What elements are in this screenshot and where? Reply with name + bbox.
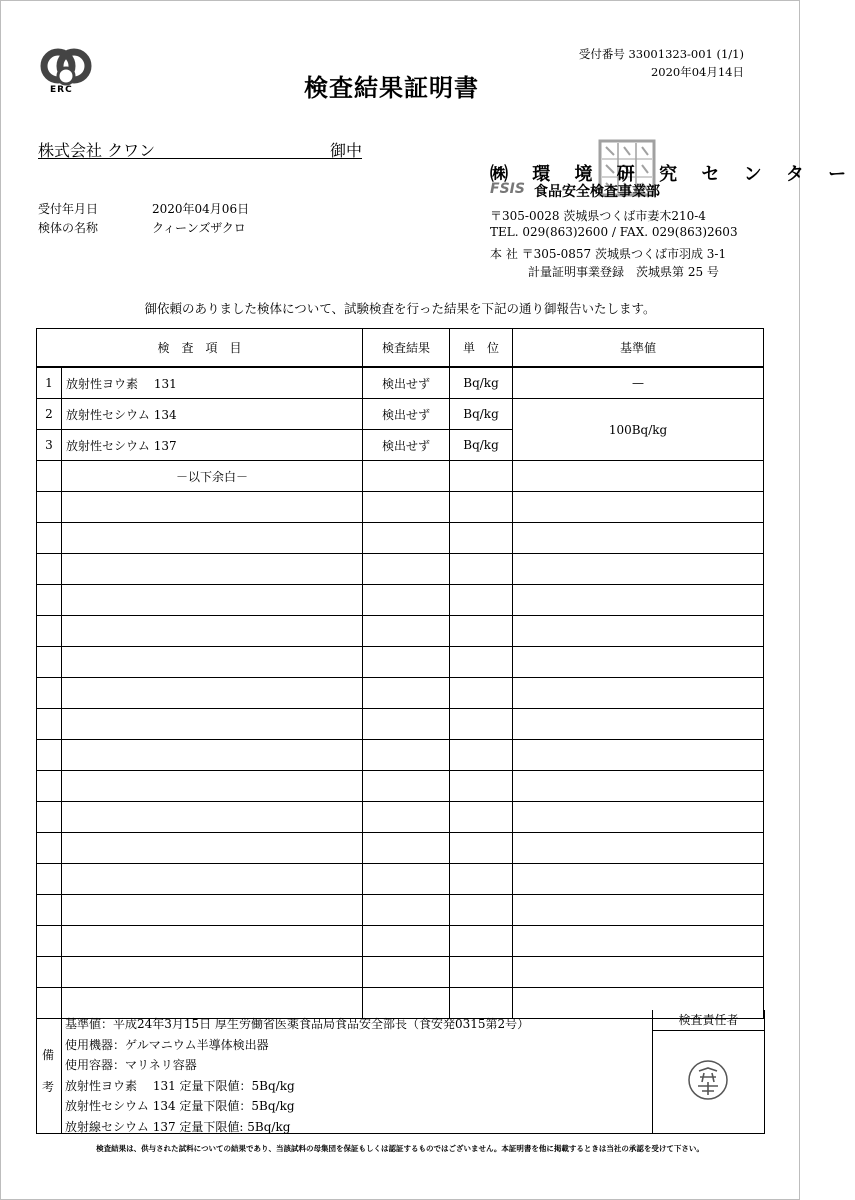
remarks-label-1: 備	[42, 1048, 55, 1062]
header-unit: 単 位	[450, 329, 513, 368]
received-date-label: 受付年月日	[38, 202, 99, 216]
remarks-label-2: 考	[42, 1080, 55, 1094]
empty-row	[37, 554, 764, 585]
header-standard: 基準値	[513, 329, 764, 368]
row-item: 放射性ヨウ素 131	[62, 367, 363, 399]
customer-line	[38, 138, 362, 159]
remarks-line: 放射性ヨウ素 131 定量下限値：5Bq/kg	[65, 1078, 295, 1093]
results-table	[36, 328, 764, 1019]
row-number: 3	[37, 430, 62, 461]
received-date-value: 2020年04月06日	[152, 202, 250, 216]
issuer-department: 食品安全検査事業部	[534, 184, 660, 200]
issuer-address: 〒305-0028 茨城県つくば市妻木210-4	[490, 209, 706, 223]
header-item: 検 査 項 目	[37, 329, 363, 368]
row-result: 検出せず	[363, 399, 450, 430]
empty-row	[37, 802, 764, 833]
row-unit: Bq/kg	[450, 367, 513, 399]
row-unit: Bq/kg	[450, 399, 513, 430]
empty-row	[37, 523, 764, 554]
empty-row	[37, 492, 764, 523]
empty-row	[37, 957, 764, 988]
empty-row	[37, 740, 764, 771]
empty-row	[37, 616, 764, 647]
empty-row	[37, 647, 764, 678]
document-title: 検査結果証明書	[304, 73, 479, 102]
inspector-box	[652, 1010, 764, 1133]
row-result: 検出せず	[363, 430, 450, 461]
empty-row	[37, 926, 764, 957]
empty-row	[37, 678, 764, 709]
table-row	[37, 367, 764, 399]
logo-text: ERC	[50, 85, 73, 95]
customer-honorific: 御中	[329, 141, 362, 160]
empty-row	[37, 833, 764, 864]
row-unit: Bq/kg	[450, 430, 513, 461]
empty-row	[37, 771, 764, 802]
empty-row	[37, 864, 764, 895]
empty-row	[37, 895, 764, 926]
remarks-line: 放射性セシウム 134 定量下限値：5Bq/kg	[65, 1099, 295, 1114]
table-row	[37, 461, 764, 492]
intro-text: 御依頼のありました検体について、試験検査を行った結果を下記の通り御報告いたします。	[144, 301, 656, 316]
remarks-line: 使用容器：マリネリ容器	[65, 1058, 197, 1073]
inspector-seal-stamp	[686, 1058, 730, 1102]
issuer-registration: 計量証明事業登録 茨城県第 25 号	[528, 265, 719, 279]
header-result: 検査結果	[363, 329, 450, 368]
issuer-headquarters: 本 社 〒305-0857 茨城県つくば市羽成 3-1	[490, 247, 727, 261]
remarks-line: 使用機器：ゲルマニウム半導体検出器	[65, 1037, 269, 1052]
row-standard-cesium: 100Bq/kg	[513, 399, 764, 461]
receipt-number: 受付番号 33001323-001 (1/1)	[578, 47, 744, 61]
row-result: 検出せず	[363, 367, 450, 399]
issue-date: 2020年04月14日	[650, 65, 744, 79]
row-standard: —	[513, 367, 764, 399]
remarks-side-label	[37, 1010, 62, 1133]
row-number: 2	[37, 399, 62, 430]
inspector-label: 検査責任者	[653, 1010, 764, 1031]
row-item: 放射性セシウム 134	[62, 399, 363, 430]
customer-name: 株式会社 クワン	[38, 141, 156, 160]
row-item: 放射性セシウム 137	[62, 430, 363, 461]
end-of-list-marker: －以下余白－	[62, 461, 363, 492]
footer-disclaimer: 検査結果は、供与された試料についての結果であり、当該試料の母集団を保証もしくは認証するものではございません。本証明書を他に掲載するときは当社の承認を受けて下さい。	[96, 1144, 704, 1153]
sample-name-label: 検体の名称	[38, 221, 99, 235]
table-header-row	[37, 329, 764, 368]
issuer-phone-fax: TEL. 029(863)2600 / FAX. 029(863)2603	[490, 225, 738, 239]
remarks-section	[36, 1010, 765, 1134]
remarks-line: 基準値：平成24年3月15日 厚生労働省医薬食品局食品安全部長（食安発0315第2号）	[65, 1017, 530, 1031]
sample-name-value: クィーンズザクロ	[152, 221, 246, 235]
empty-row	[37, 585, 764, 616]
empty-row	[37, 709, 764, 740]
issuer-company-name: ㈱ 環 境 研 究 セ ン タ ー	[490, 164, 855, 185]
remarks-lines	[65, 1014, 529, 1138]
table-row	[37, 399, 764, 430]
row-number: 1	[37, 367, 62, 399]
remarks-line: 放射線セシウム 137 定量下限値: 5Bq/kg	[65, 1119, 291, 1134]
fsis-logo: FSIS	[490, 181, 525, 197]
